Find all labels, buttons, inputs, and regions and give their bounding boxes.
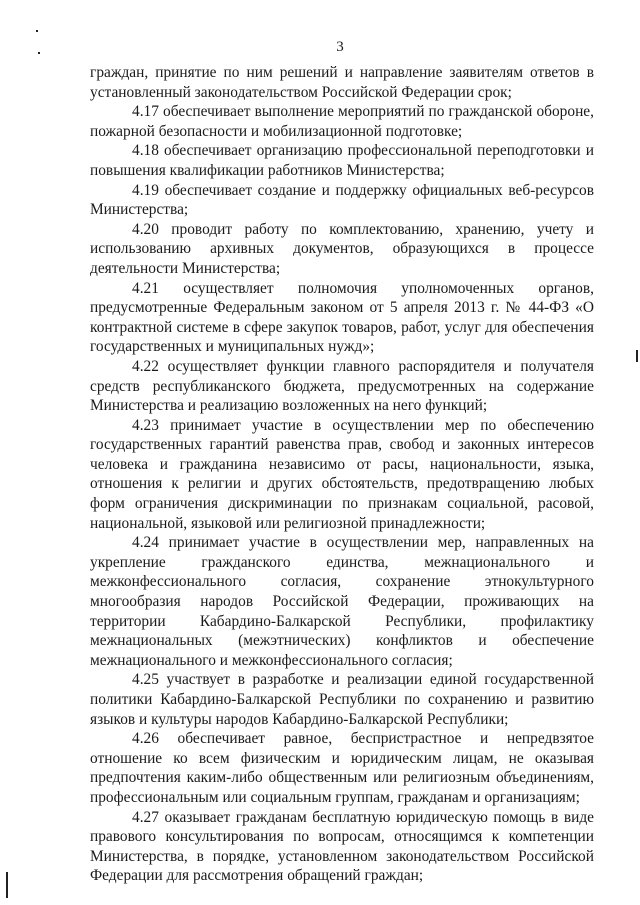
- paragraph-4-26: 4.26 обеспечивает равное, беспристрастное и непредвзятое отношение ко всем физическим и юридическим лицам, не оказывая предпочтения каким-либо общественным или религиозным объединениям, профессиональным или социальным группам, гражданам и организациям;: [90, 730, 594, 806]
- scan-mark-right-edge: [636, 350, 638, 362]
- paragraph-4-20: 4.20 проводит работу по комплектованию, хранению, учету и использованию архивных документов, образующихся в процессе деятельности Министерства;: [90, 220, 594, 277]
- page-number: 3: [336, 39, 344, 55]
- paragraph-4-23: 4.23 принимает участие в осуществлении мер по обеспечению государственных гарантий равенства прав, свобод и законных интересов человека и гражданина независимо от расы, национальности, языка, отношения к религии и других обстоятельств, предотвращению любых форм ограничения дискриминации по признакам социальной, расовой, национальной, языковой или религиозной принадлежности;: [90, 416, 594, 532]
- scan-mark-bottom-left: [6, 872, 8, 898]
- paragraph-4-21: 4.21 осуществляет полномочия уполномоченных органов, предусмотренные Федеральным законом от 5 апреля 2013 г. № 44-ФЗ «О контрактной системе в сфере закупок товаров, работ, услуг для обеспечения государственных и муниципальных нужд»;: [90, 279, 594, 356]
- paragraph-4-19: 4.19 обеспечивает создание и поддержку официальных веб-ресурсов Министерства;: [90, 181, 594, 219]
- paragraph-continuation: граждан, принятие по ним решений и направление заявителям ответов в установленный законодательством Российской Федерации срок;: [90, 64, 594, 101]
- paragraph-4-24: 4.24 принимает участие в осуществлении мер, направленных на укрепление гражданского единства, межнационального и межконфессионального согласия, сохранение этнокультурного многообразия народов Российской Федерации, проживающих на территории Кабардино-Балкарской Республики, профилактику межнациональных (межэтнических) конфликтов и обеспечение межнационального и межконфессионального согласия;: [90, 534, 594, 669]
- paragraph-4-27: 4.27 оказывает гражданам бесплатную юридическую помощь в виде правового консультирования по вопросам, относящимся к компетенции Министерства, в порядке, установленном законодательством Российской Федерации для рассмотрения обращений граждан;: [90, 808, 594, 885]
- paragraph-4-18: 4.18 обеспечивает организацию профессиональной переподготовки и повышения квалификации работников Министерства;: [90, 142, 594, 179]
- paragraph-4-22: 4.22 осуществляет функции главного распорядителя и получателя средств республиканского бюджета, предусмотренных на содержание Министерства и реализацию возложенных на него функций;: [90, 357, 594, 415]
- scan-mark-top-left-1: [36, 30, 38, 32]
- document-body: [90, 63, 594, 886]
- paragraph-4-25: 4.25 участвует в разработке и реализации единой государственной политики Кабардино-Балкарской Республики по сохранению и развитию языков и культуры народов Кабардино-Балкарской Республики;: [90, 671, 594, 728]
- paragraph-4-17: 4.17 обеспечивает выполнение мероприятий по гражданской обороне, пожарной безопасности и мобилизационной подготовке;: [90, 103, 594, 140]
